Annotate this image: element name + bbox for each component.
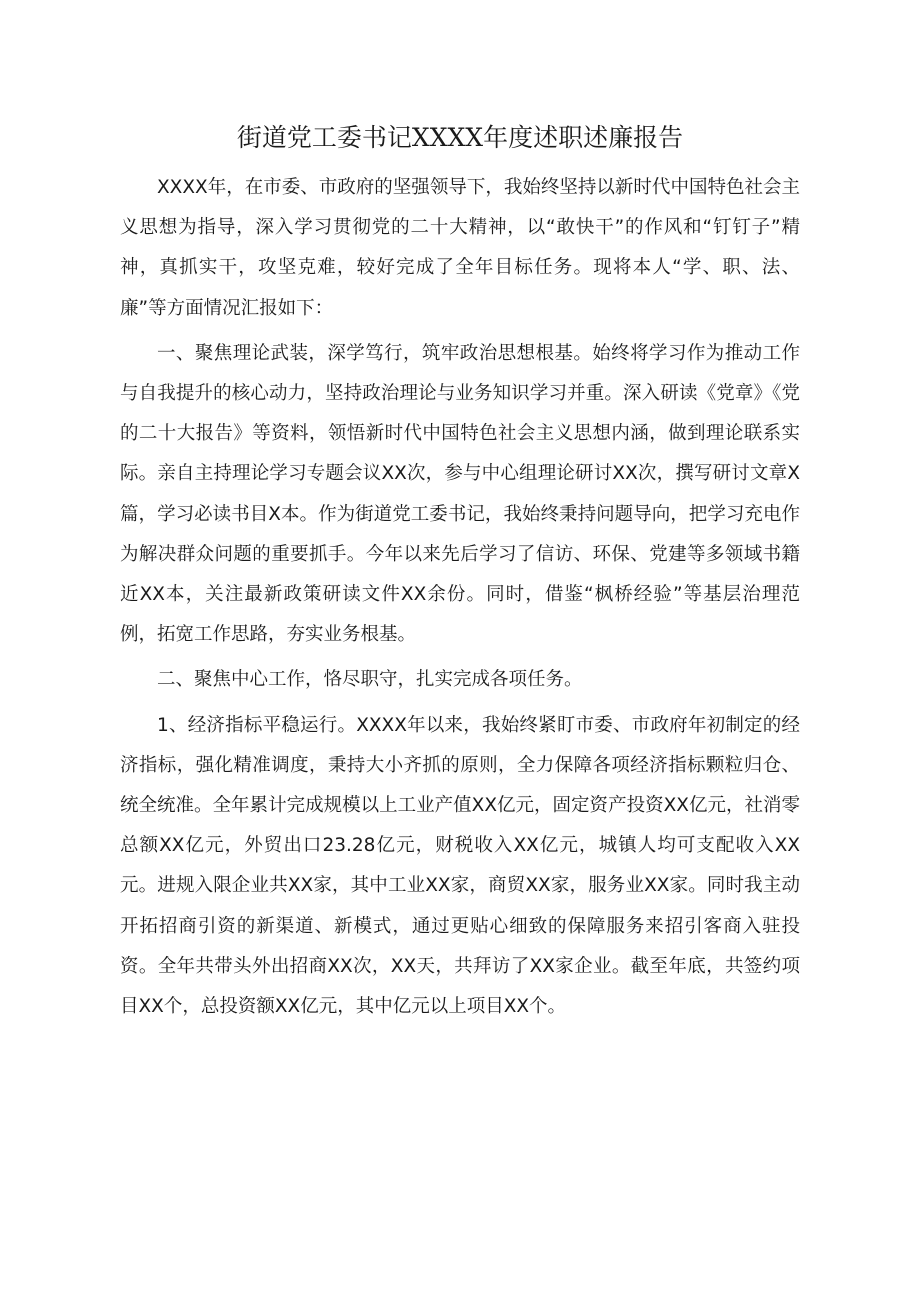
paragraph-section-1: 一、聚焦理论武装，深学笃行，筑牢政治思想根基。始终将学习作为推动工作与自我提升的核心动力，坚持政治理论与业务知识学习并重。深入研读《党章》《党的二十大报告》等资料，领悟新时代中国特色社会主义思想内涵，做到理论联系实际。亲自主持理论学习专题会议XX次，参与中心组理论研讨XX次，撰写研讨文章X篇，学习必读书目X本。作为街道党工委书记，我始终秉持问题导向，把学习充电作为解决群众问题的重要抓手。今年以来先后学习了信访、环保、党建等多领域书籍近XX本，关注最新政策研读文件XX余份。同时，借鉴“枫桥经验”等基层治理范例，拓宽工作思路，夯实业务根基。 — [120, 342, 800, 646]
paragraph-intro: XXXX年，在市委、市政府的坚强领导下，我始终坚持以新时代中国特色社会主义思想为指导，深入学习贯彻党的二十大精神，以“敢快干”的作风和“钉钉子”精神，真抓实干，攻坚克难，较好完成了全年目标任务。现将本人“学、职、法、廉”等方面情况汇报如下： — [120, 177, 800, 319]
document-title: 街道党工委书记XXXX年度述职述廉报告 — [236, 123, 684, 152]
paragraph-economic-indicators: 1、经济指标平稳运行。XXXX年以来，我始终紧盯市委、市政府年初制定的经济指标，强化精准调度，秉持大小齐抓的原则，全力保障各项经济指标颗粒归仓、统全统准。全年累计完成规模以上工业产值XX亿元，固定资产投资XX亿元，社消零总额XX亿元，外贸出口23.28亿元，财税收入XX亿元，城镇人均可支配收入XX元。进规入限企业共XX家，其中工业XX家，商贸XX家，服务业XX家。同时我主动开拓招商引资的新渠道、新模式，通过更贴心细致的保障服务来招引客商入驻投资。全年共带头外出招商XX次，XX天，共拜访了XX家企业。截至年底，共签约项目XX个，总投资额XX亿元，其中亿元以上项目XX个。 — [120, 714, 800, 1018]
paragraph-section-2-heading: 二、聚焦中心工作，恪尽职守，扎实完成各项任务。 — [157, 669, 583, 691]
